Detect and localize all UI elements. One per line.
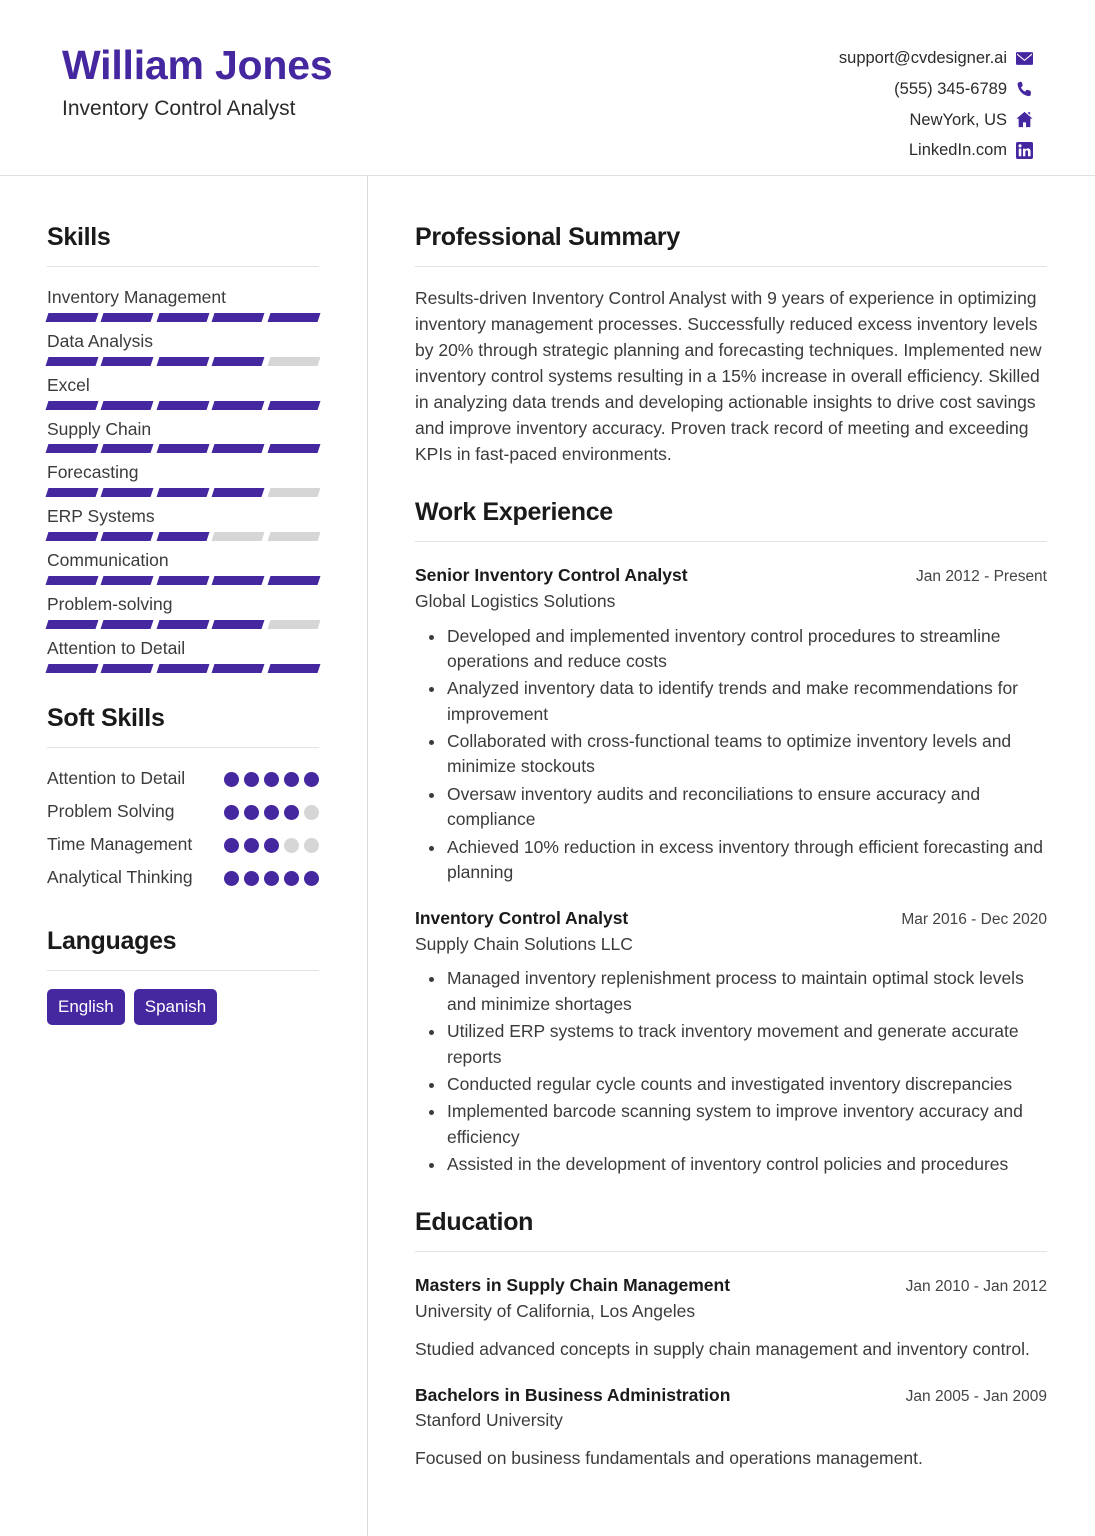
bar-segment bbox=[46, 488, 99, 497]
bullet-item: Collaborated with cross-functional teams to optimize inventory levels and minimize stockouts bbox=[415, 729, 1047, 780]
sidebar bbox=[0, 176, 368, 1536]
skill-level-bar bbox=[47, 313, 319, 322]
bar-segment bbox=[46, 576, 99, 585]
bar-segment bbox=[101, 488, 154, 497]
bullet-item: Analyzed inventory data to identify trends and make recommendations for improvement bbox=[415, 676, 1047, 727]
bar-segment bbox=[156, 488, 209, 497]
education-entry bbox=[415, 1274, 1047, 1361]
section-skills-title: Skills bbox=[47, 223, 111, 251]
contact-email[interactable] bbox=[839, 46, 1033, 71]
education-entry-school: Stanford University bbox=[415, 1410, 563, 1431]
skill-label: Problem-solving bbox=[47, 593, 173, 614]
section-education bbox=[415, 1207, 1047, 1470]
bar-segment bbox=[46, 664, 99, 673]
education-entry-school: University of California, Los Angeles bbox=[415, 1301, 696, 1322]
soft-skill-item bbox=[47, 799, 319, 828]
bar-segment bbox=[212, 664, 265, 673]
skill-label: Inventory Management bbox=[47, 287, 226, 307]
work-entry-dates: Mar 2016 - Dec 2020 bbox=[901, 911, 1047, 929]
bar-segment bbox=[212, 620, 265, 629]
rating-dot bbox=[244, 871, 259, 886]
rating-dot bbox=[224, 871, 239, 886]
main-column bbox=[368, 176, 1095, 1536]
contact-location-text: NewYork, US bbox=[909, 110, 1007, 129]
rating-dot bbox=[264, 871, 279, 886]
education-entry-description: Studied advanced concepts in supply chain management and inventory control. bbox=[415, 1338, 1030, 1359]
skill-label: Excel bbox=[47, 374, 90, 395]
rating-dot bbox=[284, 772, 299, 787]
section-skills bbox=[47, 222, 319, 673]
rating-dot bbox=[244, 772, 259, 787]
envelope-icon bbox=[1016, 50, 1033, 67]
bar-segment bbox=[156, 664, 209, 673]
soft-skill-label: Attention to Detail bbox=[47, 767, 186, 788]
skill-level-bar bbox=[47, 401, 319, 410]
bar-segment bbox=[101, 532, 154, 541]
work-entry-header bbox=[415, 564, 1047, 588]
section-education-title: Education bbox=[415, 1208, 534, 1237]
rating-dot bbox=[304, 838, 319, 853]
bullet-item: Managed inventory replenishment process to maintain optimal stock levels and minimize shortages bbox=[415, 966, 1047, 1017]
bar-segment bbox=[46, 313, 99, 322]
identity-block bbox=[62, 38, 332, 121]
section-professional-summary bbox=[415, 222, 1047, 467]
bar-segment bbox=[212, 444, 265, 453]
linkedin-icon bbox=[1016, 142, 1033, 159]
bar-segment bbox=[267, 444, 320, 453]
skill-label: Supply Chain bbox=[47, 418, 152, 439]
skill-level-bar bbox=[47, 444, 319, 453]
section-soft-skills bbox=[47, 703, 319, 894]
bar-segment bbox=[101, 401, 154, 410]
home-icon bbox=[1016, 111, 1033, 128]
soft-skill-item bbox=[47, 865, 319, 894]
bar-segment bbox=[267, 664, 320, 673]
bar-segment bbox=[156, 444, 209, 453]
bullet-item: Assisted in the development of inventory control policies and procedures bbox=[415, 1152, 1047, 1177]
contact-linkedin[interactable] bbox=[909, 138, 1033, 163]
work-entry bbox=[415, 907, 1047, 1177]
contact-list bbox=[839, 38, 1033, 163]
skill-level-bar bbox=[47, 532, 319, 541]
bar-segment bbox=[101, 664, 154, 673]
education-entry-description: Focused on business fundamentals and operations management. bbox=[415, 1447, 923, 1468]
bar-segment bbox=[267, 313, 320, 322]
resume-body bbox=[0, 176, 1095, 1536]
contact-location bbox=[909, 108, 1033, 133]
work-entry-role: Senior Inventory Control Analyst bbox=[415, 565, 688, 586]
rating-dot bbox=[244, 805, 259, 820]
bar-segment bbox=[267, 357, 320, 366]
bar-segment bbox=[156, 576, 209, 585]
section-languages bbox=[47, 926, 319, 1025]
soft-skill-label: Problem Solving bbox=[47, 800, 175, 821]
section-professional-summary-title: Professional Summary bbox=[415, 223, 680, 251]
bullet-item: Achieved 10% reduction in excess inventory through efficient forecasting and planning bbox=[415, 835, 1047, 886]
work-entry-dates: Jan 2012 - Present bbox=[916, 568, 1047, 586]
work-entry-company: Global Logistics Solutions bbox=[415, 591, 616, 612]
bar-segment bbox=[156, 357, 209, 366]
skill-item bbox=[47, 504, 319, 541]
skill-item bbox=[47, 285, 319, 322]
skill-label: Attention to Detail bbox=[47, 637, 186, 658]
bar-segment bbox=[156, 313, 209, 322]
bar-segment bbox=[212, 576, 265, 585]
skill-level-bar bbox=[47, 576, 319, 585]
phone-icon bbox=[1016, 81, 1033, 98]
bar-segment bbox=[101, 357, 154, 366]
section-divider bbox=[415, 1251, 1047, 1252]
skill-label: Communication bbox=[47, 550, 169, 571]
education-entry-dates: Jan 2010 - Jan 2012 bbox=[905, 1278, 1047, 1296]
education-entry-header bbox=[415, 1274, 1047, 1298]
skill-label: Forecasting bbox=[47, 462, 139, 483]
education-entry bbox=[415, 1384, 1047, 1471]
skill-label: Data Analysis bbox=[47, 330, 154, 351]
bar-segment bbox=[156, 620, 209, 629]
bar-segment bbox=[267, 532, 320, 541]
bar-segment bbox=[101, 444, 154, 453]
rating-dot bbox=[284, 871, 299, 886]
education-entry-dates: Jan 2005 - Jan 2009 bbox=[905, 1387, 1047, 1405]
education-entry-degree: Masters in Supply Chain Management bbox=[415, 1275, 731, 1296]
section-languages-title: Languages bbox=[47, 926, 177, 955]
soft-skill-item bbox=[47, 832, 319, 861]
skill-item bbox=[47, 373, 319, 410]
rating-dot bbox=[304, 805, 319, 820]
bullet-item: Conducted regular cycle counts and investigated inventory discrepancies bbox=[415, 1072, 1047, 1097]
bar-segment bbox=[156, 532, 209, 541]
contact-phone-text: (555) 345-6789 bbox=[894, 79, 1007, 98]
soft-skills-list bbox=[47, 766, 319, 894]
skill-item bbox=[47, 460, 319, 497]
rating-dot bbox=[264, 838, 279, 853]
bullet-item: Developed and implemented inventory control procedures to streamline operations and reduce costs bbox=[415, 624, 1047, 675]
bar-segment bbox=[46, 357, 99, 366]
work-entry-company: Supply Chain Solutions LLC bbox=[415, 933, 633, 954]
section-divider bbox=[47, 970, 319, 971]
soft-skill-rating bbox=[224, 865, 319, 886]
bar-segment bbox=[46, 532, 99, 541]
work-entry-role: Inventory Control Analyst bbox=[415, 908, 629, 929]
soft-skill-label: Analytical Thinking bbox=[47, 866, 193, 887]
bullet-item: Oversaw inventory audits and reconciliations to ensure accuracy and compliance bbox=[415, 782, 1047, 833]
soft-skill-label: Time Management bbox=[47, 833, 193, 854]
resume-header bbox=[0, 0, 1095, 176]
skill-item bbox=[47, 548, 319, 585]
rating-dot bbox=[304, 772, 319, 787]
rating-dot bbox=[244, 838, 259, 853]
section-work-experience bbox=[415, 497, 1047, 1177]
bar-segment bbox=[101, 576, 154, 585]
work-entry bbox=[415, 564, 1047, 885]
skill-item bbox=[47, 592, 319, 629]
bar-segment bbox=[267, 576, 320, 585]
skill-label: ERP Systems bbox=[47, 506, 155, 527]
bar-segment bbox=[156, 401, 209, 410]
bullet-item: Utilized ERP systems to track inventory movement and generate accurate reports bbox=[415, 1019, 1047, 1070]
contact-email-text: support@cvdesigner.ai bbox=[838, 49, 1007, 67]
rating-dot bbox=[284, 838, 299, 853]
section-divider bbox=[47, 266, 319, 267]
rating-dot bbox=[224, 772, 239, 787]
skill-item bbox=[47, 636, 319, 673]
bar-segment bbox=[46, 401, 99, 410]
bar-segment bbox=[212, 357, 265, 366]
education-entry-header bbox=[415, 1384, 1047, 1408]
section-soft-skills-title: Soft Skills bbox=[47, 703, 165, 732]
rating-dot bbox=[224, 805, 239, 820]
candidate-name: William Jones bbox=[62, 42, 333, 88]
skill-level-bar bbox=[47, 620, 319, 629]
language-tag-english[interactable]: English bbox=[47, 989, 125, 1025]
soft-skill-item bbox=[47, 766, 319, 795]
rating-dot bbox=[304, 871, 319, 886]
work-entry-bullets bbox=[415, 624, 1047, 886]
bar-segment bbox=[101, 620, 154, 629]
bar-segment bbox=[212, 488, 265, 497]
soft-skill-rating bbox=[224, 799, 319, 820]
skill-item bbox=[47, 329, 319, 366]
section-work-experience-title: Work Experience bbox=[415, 498, 613, 527]
work-entry-bullets bbox=[415, 966, 1047, 1177]
section-divider bbox=[47, 747, 319, 748]
section-divider bbox=[415, 541, 1047, 542]
bar-segment bbox=[212, 401, 265, 410]
work-entry-header bbox=[415, 907, 1047, 931]
rating-dot bbox=[264, 772, 279, 787]
rating-dot bbox=[264, 805, 279, 820]
language-tag-spanish[interactable]: Spanish bbox=[134, 989, 217, 1025]
skill-level-bar bbox=[47, 488, 319, 497]
bar-segment bbox=[267, 620, 320, 629]
bar-segment bbox=[46, 620, 99, 629]
bar-segment bbox=[267, 488, 320, 497]
rating-dot bbox=[284, 805, 299, 820]
bar-segment bbox=[212, 313, 265, 322]
soft-skill-rating bbox=[224, 766, 319, 787]
skills-list bbox=[47, 285, 319, 673]
section-divider bbox=[415, 266, 1047, 267]
soft-skill-rating bbox=[224, 832, 319, 853]
rating-dot bbox=[224, 838, 239, 853]
bar-segment bbox=[212, 532, 265, 541]
contact-phone[interactable] bbox=[894, 77, 1033, 102]
bar-segment bbox=[46, 444, 99, 453]
contact-linkedin-text: LinkedIn.com bbox=[908, 141, 1007, 160]
professional-summary-text: Results-driven Inventory Control Analyst with 9 years of experience in optimizing inventory management processes. Successfully reduced excess inventory levels by 20% through strategic planning and forecasting techniques. Implemented new inventory control systems resulting in a 15% increase in overall efficiency. Skilled in analyzing data trends and developing actionable insights to drive cost savings and improve inventory accuracy. Proven track record of meeting and exceeding KPIs in fast-paced environments. bbox=[415, 288, 1042, 465]
candidate-job-title: Inventory Control Analyst bbox=[62, 97, 296, 121]
bullet-item: Implemented barcode scanning system to improve inventory accuracy and efficiency bbox=[415, 1099, 1047, 1150]
skill-level-bar bbox=[47, 357, 319, 366]
skill-level-bar bbox=[47, 664, 319, 673]
bar-segment bbox=[267, 401, 320, 410]
bar-segment bbox=[101, 313, 154, 322]
education-entry-degree: Bachelors in Business Administration bbox=[415, 1384, 731, 1405]
language-tag-list bbox=[47, 989, 319, 1025]
skill-item bbox=[47, 417, 319, 454]
